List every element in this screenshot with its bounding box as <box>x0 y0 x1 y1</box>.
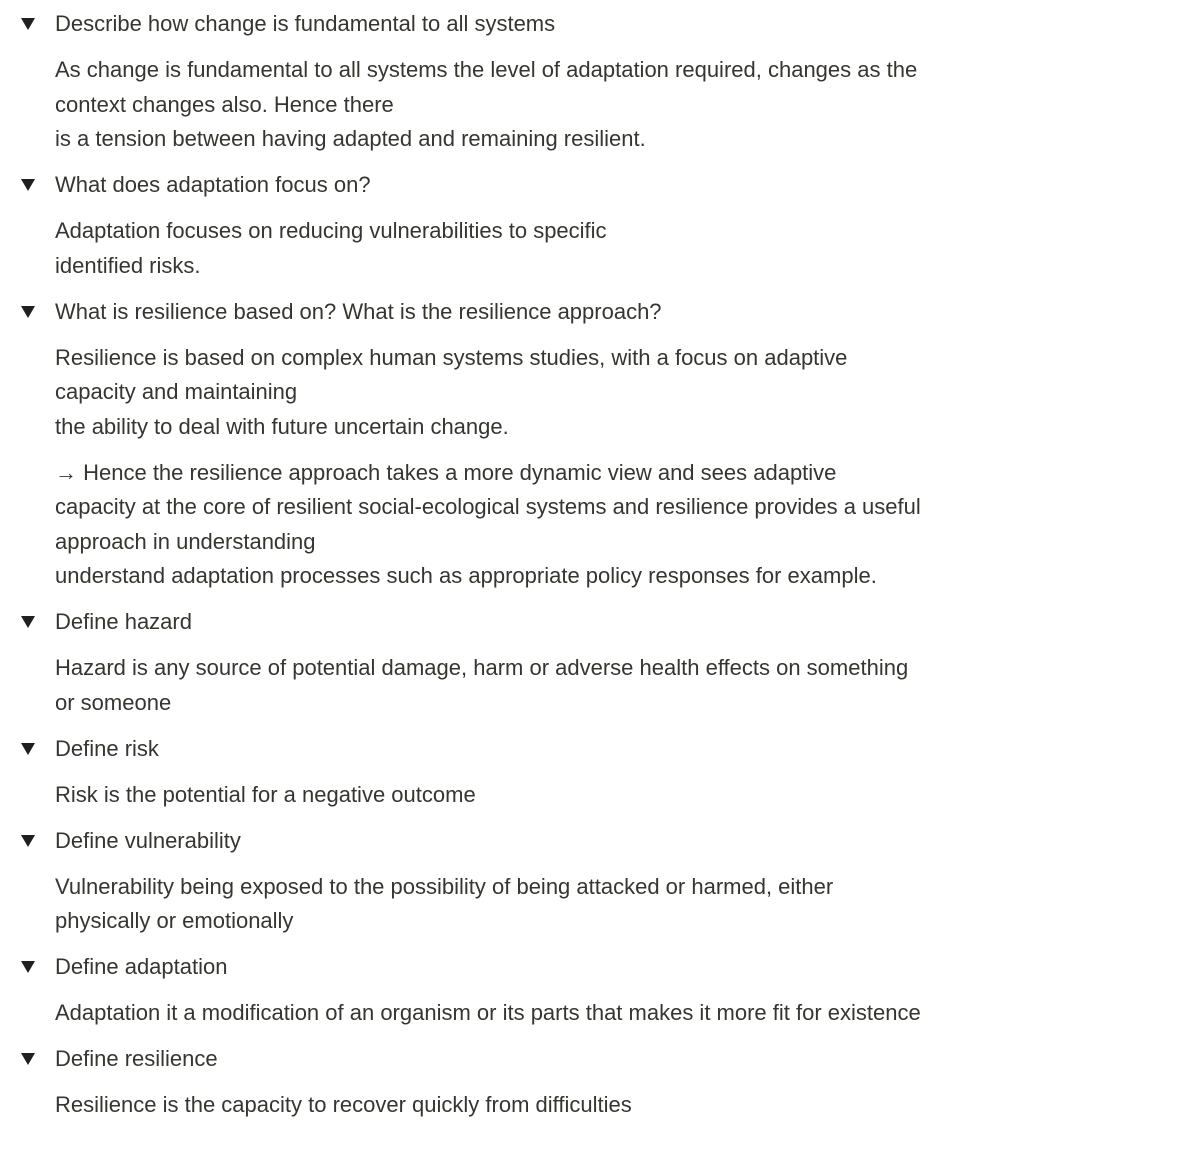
triangle-down-icon[interactable] <box>21 616 35 628</box>
toggle-content <box>55 651 1015 720</box>
toggle-title: What is resilience based on? What is the resilience approach? <box>55 298 662 324</box>
toggle-title: Define vulnerability <box>55 827 241 853</box>
toggle-content <box>55 778 1015 813</box>
toggle-title: Define resilience <box>55 1046 218 1071</box>
toggle-header[interactable] <box>55 732 1015 767</box>
triangle-down-icon[interactable] <box>21 961 35 973</box>
paragraph: Hazard is any source of potential damage, harm or adverse health effects on something or someone <box>55 655 909 715</box>
toggle-title: Define risk <box>55 735 159 761</box>
toggle-header[interactable] <box>55 295 1015 330</box>
toggle-content <box>55 341 1015 594</box>
toggle-block <box>0 732 1015 813</box>
paragraph: As change is fundamental to all systems the level of adaptation required, changes as the context changes also. Hence there is a tension between having adapted and remaining resilient. <box>55 57 918 151</box>
paragraph: Resilience is the capacity to recover quickly from difficulties <box>55 1092 632 1117</box>
triangle-down-icon[interactable] <box>21 306 35 318</box>
toggle-header[interactable] <box>55 7 1015 42</box>
toggle-header[interactable] <box>55 824 1015 859</box>
toggle-block <box>0 168 1015 283</box>
toggle-title: Describe how change is fundamental to all systems <box>55 11 556 36</box>
toggle-title: Define adaptation <box>55 954 228 979</box>
toggle-block <box>0 7 1015 157</box>
toggle-content <box>55 53 1015 157</box>
toggle-header[interactable] <box>55 1042 1015 1077</box>
toggle-block <box>0 605 1015 720</box>
toggle-block <box>0 1042 1015 1123</box>
paragraph: Adaptation focuses on reducing vulnerabilities to specific identified risks. <box>55 218 607 278</box>
toggle-content <box>55 870 1015 939</box>
triangle-down-icon[interactable] <box>21 743 35 755</box>
toggle-header[interactable] <box>55 605 1015 640</box>
triangle-down-icon[interactable] <box>21 1053 35 1065</box>
toggle-block <box>0 295 1015 594</box>
triangle-down-icon[interactable] <box>21 18 35 30</box>
toggle-content <box>55 214 1015 283</box>
toggle-title: What does adaptation focus on? <box>55 172 371 197</box>
toggle-block <box>0 950 1015 1031</box>
toggle-block <box>0 824 1015 939</box>
paragraph: Adaptation it a modification of an organism or its parts that makes it more fit for existence <box>55 1000 921 1025</box>
toggle-header[interactable] <box>55 950 1015 985</box>
toggle-content <box>55 1088 1015 1123</box>
paragraph: Vulnerability being exposed to the possibility of being attacked or harmed, either physically or emotionally <box>55 873 834 933</box>
toggle-header[interactable] <box>55 168 1015 203</box>
triangle-down-icon[interactable] <box>21 179 35 191</box>
paragraph: → Hence the resilience approach takes a more dynamic view and sees adaptive capacity at the core of resilient social-ecological systems and resilience provides a useful approach in understanding understand adaptation processes such as appropriate policy responses for example. <box>55 459 921 588</box>
triangle-down-icon[interactable] <box>21 835 35 847</box>
toggle-title: Define hazard <box>55 609 192 634</box>
paragraph: Risk is the potential for a negative outcome <box>55 781 476 807</box>
paragraph: Resilience is based on complex human systems studies, with a focus on adaptive capacity and maintaining the ability to deal with future uncertain change. <box>55 344 848 439</box>
toggle-content <box>55 996 1015 1031</box>
